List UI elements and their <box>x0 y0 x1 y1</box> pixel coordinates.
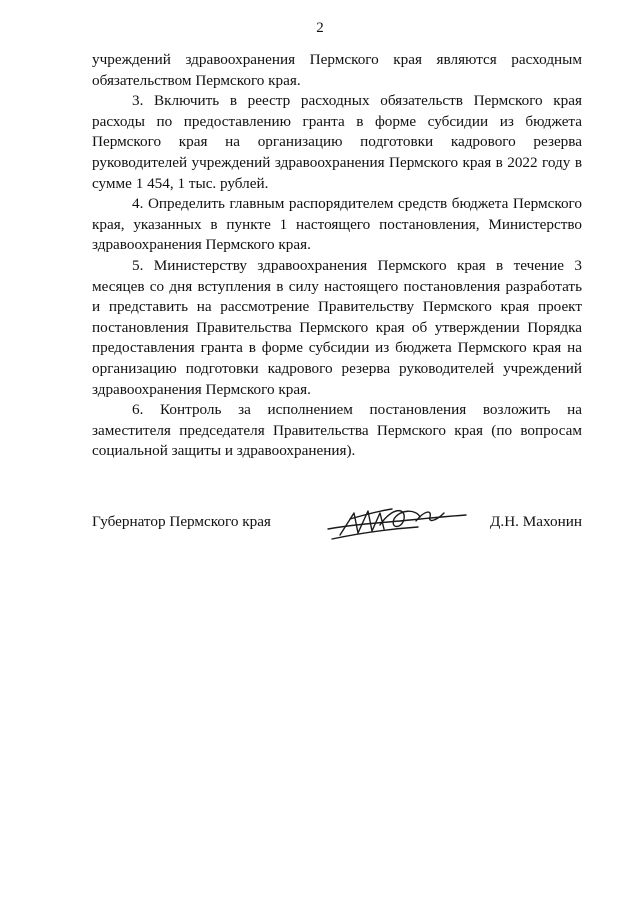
paragraph-item-5: 5. Министерству здравоохранения Пермского края в течение 3 месяцев со дня вступления в силу настоящего постановления разработать и представить на рассмотрение Правительству Пермского края проект постановления Правительства Пермского края об утверждении Порядка предоставления гранта в форме субсидии из бюджета Пермского края на организацию подготовки кадрового резерва руководителей учреждений здравоохранения Пермского края. <box>92 256 582 398</box>
paragraph-item-4: 4. Определить главным распорядителем средств бюджета Пермского края, указанных в пункте 1 настоящего постановления, Министерство здравоохранения Пермского края. <box>92 195 582 254</box>
paragraph-item-3: 3. Включить в реестр расходных обязательств Пермского края расходы по предоставлению гранта в форме субсидии из бюджета Пермского края на организацию подготовки кадрового резерва руководителей учреждений здравоохранения Пермского края в 2022 году в сумме 1 454, 1 тыс. рублей. <box>92 92 582 192</box>
paragraph-continuation: учреждений здравоохранения Пермского края являются расходным обязательством Пермского края. <box>92 51 582 89</box>
signatory-name: Д.Н. Махонин <box>490 513 582 530</box>
paragraph-item-6: 6. Контроль за исполнением постановления возложить на заместителя председателя Правительства Пермского края (по вопросам социальной защиты и здравоохранения). <box>92 401 582 460</box>
signature-block <box>92 513 582 543</box>
signatory-title: Губернатор Пермского края <box>92 513 271 530</box>
document-body <box>92 50 582 462</box>
page-number: 2 <box>316 20 324 36</box>
handwritten-signature <box>320 499 470 543</box>
